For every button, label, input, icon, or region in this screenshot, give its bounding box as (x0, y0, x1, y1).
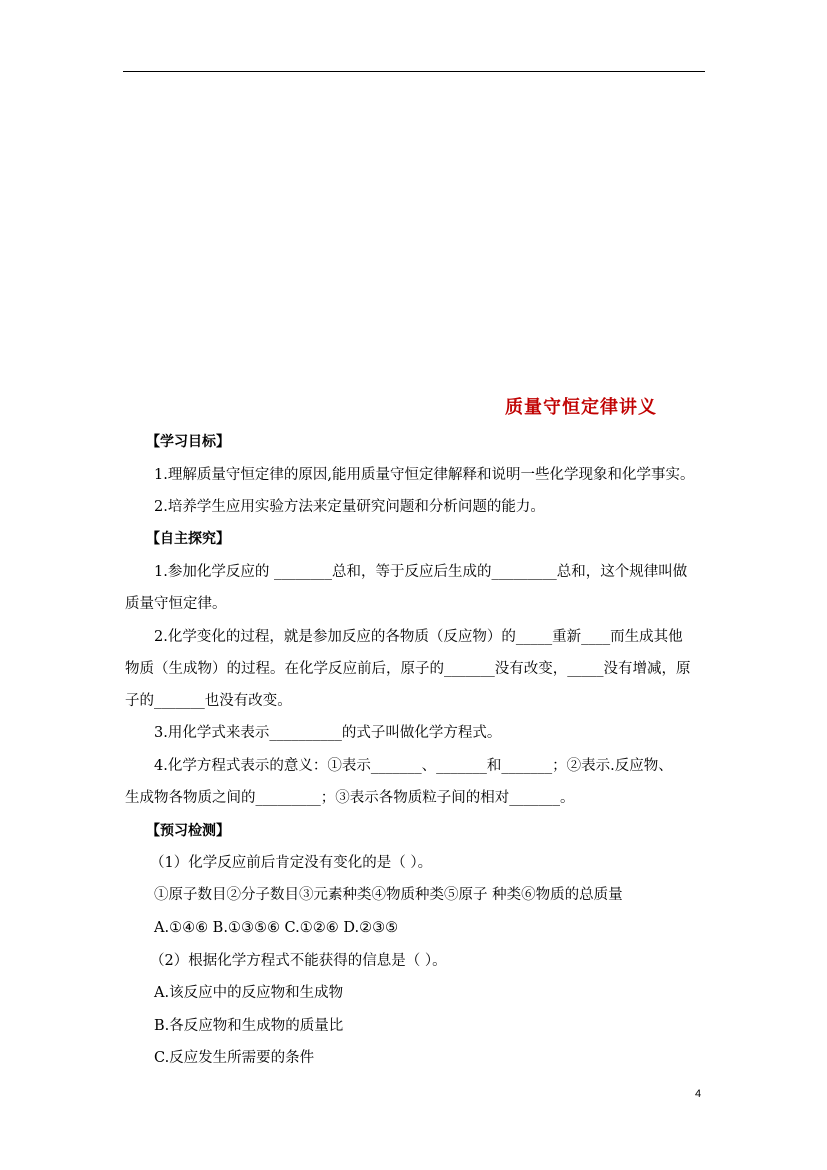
check-question-1-items: ①原子数目②分子数目③元素种类④物质种类⑤原子 种类⑥物质的总质量 (154, 887, 623, 903)
question-1-line-1: 1.参加化学反应的 ________总和，等于反应后生成的_________总和，这个规律叫做 (154, 564, 688, 580)
question-2-line-3: 子的_______也没有改变。 (125, 693, 292, 709)
goal-1: 1.理解质量守恒定律的原因,能用质量守恒定律解释和说明一些化学现象和化学事实。 (154, 467, 695, 483)
question-2-line-1: 2.化学变化的过程，就是参加反应的各物质（反应物）的_____重新____而生成其他 (154, 629, 683, 645)
question-4-line-2: 生成物各物质之间的_________；③表示各物质粒子间的相对_______。 (125, 790, 575, 806)
header-rule (123, 71, 705, 72)
question-1-line-2: 质量守恒定律。 (125, 596, 227, 612)
goal-2: 2.培养学生应用实验方法来定量研究问题和分析问题的能力。 (154, 499, 545, 515)
section-heading-check: 【预习检测】 (146, 823, 230, 839)
question-3: 3.用化学式来表示__________的式子叫做化学方程式。 (154, 725, 502, 741)
check-question-1-options: A.①④⑥ B.①③⑤⑥ C.①②⑥ D.②③⑤ (154, 920, 399, 936)
page-title: 质量守恒定律讲义 (505, 397, 657, 418)
check-question-2-option-a: A.该反应中的反应物和生成物 (154, 985, 344, 1001)
check-question-1: （1）化学反应前后肯定没有变化的是（ ）。 (150, 855, 433, 871)
page-number: 4 (695, 1088, 702, 1100)
check-question-2-option-b: B.各反应物和生成物的质量比 (154, 1018, 344, 1034)
check-question-2: （2）根据化学方程式不能获得的信息是（ ）。 (150, 953, 447, 969)
question-2-line-2: 物质（生成物）的过程。在化学反应前后，原子的_______没有改变，_____没有增减，原 (125, 661, 691, 677)
check-question-2-option-c: C.反应发生所需要的条件 (154, 1050, 315, 1066)
section-heading-goals: 【学习目标】 (146, 434, 230, 450)
question-4-line-1: 4.化学方程式表示的意义：①表示_______、_______和_______；②表示.反应物、 (154, 758, 673, 774)
section-heading-explore: 【自主探究】 (146, 531, 230, 547)
